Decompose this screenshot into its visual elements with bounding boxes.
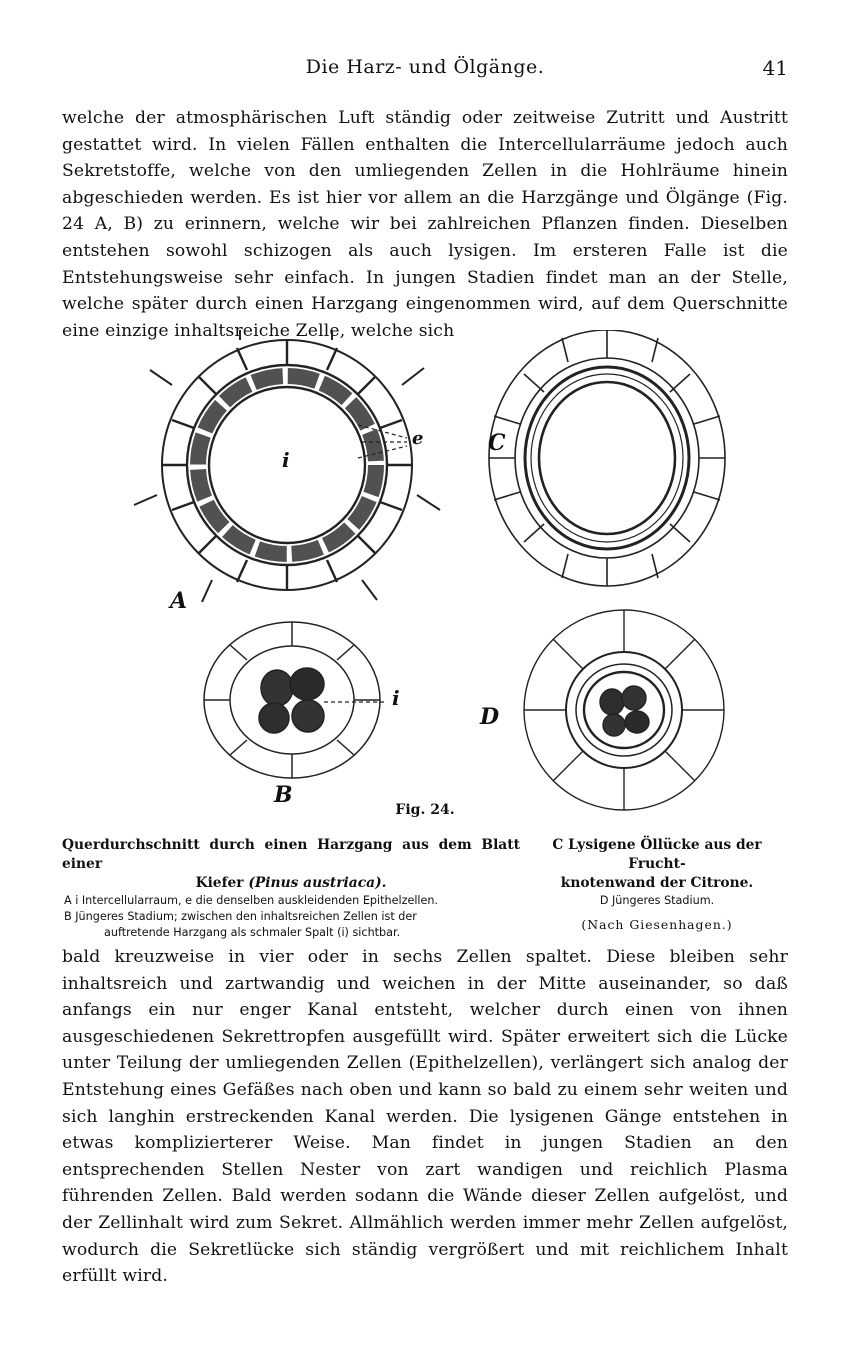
label-b: B	[274, 782, 293, 808]
caption-note-b2: auftretende Harzgang als schmaler Spalt (i) sichtbar.	[104, 926, 401, 939]
caption-right-title	[526, 836, 788, 893]
label-i-a: i	[282, 448, 290, 472]
caption-note-b: B Jüngeres Stadium; zwischen den inhaltsreichen Zellen ist der	[64, 910, 417, 923]
caption-left-title-line1: Querdurchschnitt durch einen Harzgang aus dem Blatt einer	[62, 837, 520, 872]
running-head	[62, 56, 788, 84]
caption-credit: (Nach Giesenhagen.)	[581, 917, 733, 932]
panel-d-drawing	[524, 610, 724, 810]
label-a: A	[170, 588, 188, 614]
caption-note-d: D Jüngeres Stadium.	[599, 894, 715, 907]
label-i-b: i	[392, 686, 400, 710]
figure-24	[62, 330, 788, 830]
caption-left	[62, 836, 520, 941]
caption-left-title-kiefer: Kiefer	[195, 875, 244, 891]
page-number: 41	[762, 56, 788, 80]
running-title: Die Harz- und Ölgänge.	[305, 56, 545, 78]
label-e-a: e	[412, 428, 424, 449]
caption-right	[526, 836, 788, 933]
caption-right-title-line1: C Lysigene Öllücke aus der Frucht-	[552, 837, 762, 872]
caption-left-title-line2	[62, 874, 520, 893]
paragraph-bottom: bald kreuzweise in vier oder in sechs Zellen spaltet. Diese bleiben sehr inhaltsreich und zartwandig und weichen in der Mitte auseinander, so daß anfangs ein nur enger Kanal entsteht, welcher durch einen von ihnen ausgeschiedenen Sekrettropfen ausgefüllt wird. Später erweitert sich die Lücke unter Teilung der umliegenden Zellen (Epithelzellen), verlängert sich analog der Entstehung eines Gefäßes nach oben und kann so bald zu einem sehr weiten und sich langhin erstreckenden Kanal werden. Die lysigenen Gänge entstehen in etwas komplizierterer Weise. Man findet in jungen Stadien an den entsprechenden Stellen Nester von zart wandigen und reichlich Plasma führenden Zellen. Bald werden sodann die Wände dieser Zellen aufgelöst, und der Zellinhalt wird zum Sekret. Allmählich werden immer mehr Zellen aufgelöst, wodurch die Sekretlücke sich ständig vergrößert und mit reichlichem Inhalt erfüllt wird.	[62, 947, 788, 1287]
caption-note-a: A i Intercellularraum, e die denselben auskleidenden Epithelzellen.	[64, 894, 439, 907]
label-d: D	[480, 704, 500, 730]
figure-number: Fig. 24.	[395, 802, 455, 818]
caption-left-notes	[62, 893, 520, 941]
label-c: C	[488, 430, 506, 456]
paragraph-top: welche der atmosphärischen Luft ständig oder zeitweise Zutritt und Austritt gestattet wird. In vielen Fällen enthalten die Intercellularräume jedoch auch Sekretstoffe, welche von den umliegenden Zellen in die Hohlräume hinein abgeschieden werden. Es ist hier vor allem an die Harzgänge und Ölgänge (Fig. 24 A, B) zu erinnern, welche wir bei zahlreichen Pflanzen finden. Dieselben entstehen sowohl schizogen als auch lysigen. Im ersteren Falle ist die Entstehungsweise sehr einfach. In jungen Stadien findet man an der Stelle, welche später durch einen Harzgang eingenommen wird, auf dem Querschnitte eine einzige inhaltsreiche Zelle, welche sich	[62, 108, 788, 341]
caption-right-title-line2: knotenwand der Citrone.	[560, 875, 754, 891]
caption-left-species: (Pinus austriaca).	[248, 875, 387, 891]
panel-c-drawing	[489, 330, 725, 586]
figure-illustration	[62, 330, 788, 830]
caption-left-title	[62, 836, 520, 893]
panel-b-drawing	[204, 622, 387, 778]
